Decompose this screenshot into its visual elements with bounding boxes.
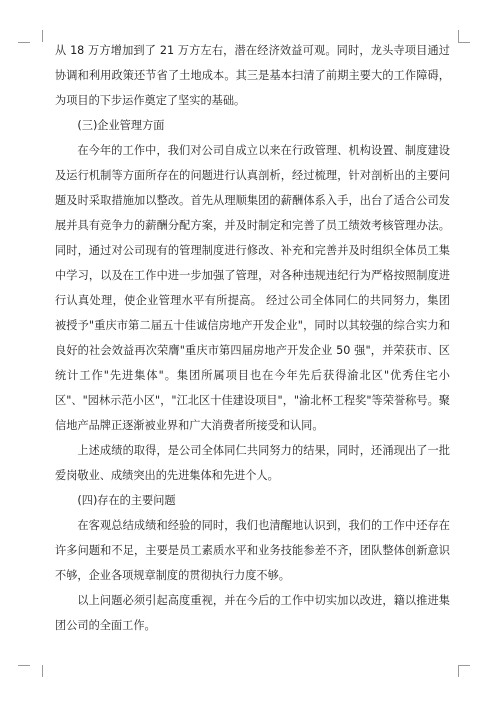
paragraph-management-work: 在今年的工作中，我们对公司自成立以来在行政管理、机构设置、制度建设及运行机制等方面所存在的问题进行认真剖析，经过梳理，针对剖析出的主要问题及时采取措施加以整改。首先从理顺集团的薪酬体系入手，出台了适合公司发展并具有竞争力的薪酬分配方案，并及时制定和完善了员工绩效考核管理办法。同时，通过对公司现有的管理制度进行修改、补充和完善并及时组织全体员工集中学习，以及在工作中进一步加强了管理，对各种违规违纪行为严格按照制度进行认真处理，使企业管理水平有所提高。 经过公司全体同仁的共同努力，集团被授予"重庆市第二届五十佳诚信房地产开发企业"，同时以其较强的综合实力和良好的社会效益再次荣膺"重庆市第四届房地产开发企业 50 强"，并荣获市、区统计工作"先进集体"。集团所属项目也在今年先后获得渝北区"优秀住宅小区"、"园林示范小区"，"江北区十佳建设项目"，"渝北杯工程奖"等荣誉称号。聚信地产品牌正逐渐被业界和广大消费者所接受和认同。 [55,144,450,432]
heading-main-problems: (四)存在的主要问题 [77,494,176,507]
paragraph-problems: 在客观总结成绩和经验的同时，我们也清醒地认识到，我们的工作中还存在许多问题和不足，主要是员工素质水平和业务技能参差不齐，团队整体创新意识不够，企业各项规章制度的贯彻执行力度不够。 [55,519,450,582]
paragraph-continuation: 从 18 万方增加到了 21 万方左右，潜在经济效益可观。同时，龙头寺项目通过协调和利用政策还节省了土地成本。其三是基本扫清了前期主要大的工作障碍，为项目的下步运作奠定了坚实的基础。 [55,44,450,107]
heading-enterprise-management: (三)企业管理方面 [77,119,165,132]
paragraph-achievements: 上述成绩的取得，是公司全体同仁共同努力的结果，同时，还涌现出了一批爱岗敬业、成绩突出的先进集体和先进个人。 [55,444,450,482]
paragraph-conclusion: 以上问题必须引起高度重视，并在今后的工作中切实加以改进，籍以推进集团公司的全面工作。 [55,594,450,632]
document-body [55,38,450,638]
